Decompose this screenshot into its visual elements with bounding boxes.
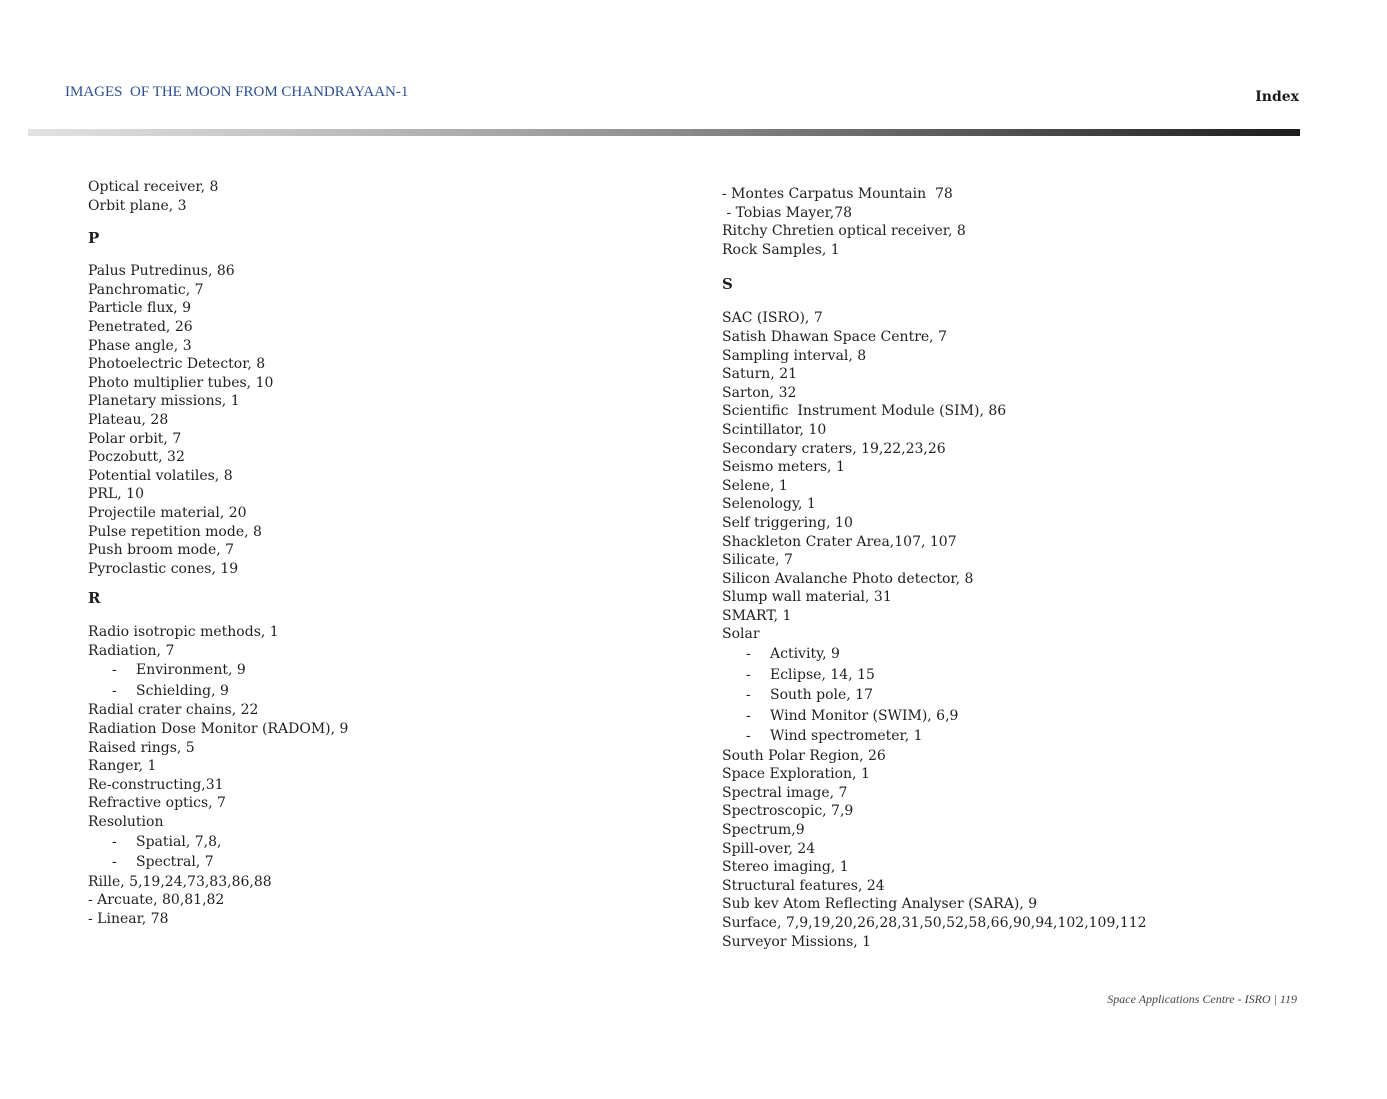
index-entry: Plateau, 28 bbox=[88, 411, 169, 428]
index-entry: Photoelectric Detector, 8 bbox=[88, 356, 266, 373]
subentry-dash: - bbox=[112, 833, 117, 850]
letter-heading-r: R bbox=[88, 589, 101, 608]
subentry-text: South pole, 17 bbox=[770, 687, 873, 704]
subentry-text: Eclipse, 14, 15 bbox=[770, 666, 875, 683]
subentry-dash: - bbox=[746, 646, 751, 663]
subentry-dash: - bbox=[746, 707, 751, 724]
index-entry: Ranger, 1 bbox=[88, 758, 157, 775]
index-entry: Spectrum,9 bbox=[722, 821, 805, 838]
index-entry: Seismo meters, 1 bbox=[722, 459, 845, 476]
index-subentry bbox=[722, 665, 1282, 686]
index-entry: Re-constructing,31 bbox=[88, 776, 224, 793]
index-subentry-list bbox=[722, 644, 1282, 747]
index-subentry bbox=[722, 706, 1282, 727]
index-entry-list bbox=[88, 262, 648, 578]
index-column-right bbox=[722, 185, 1282, 951]
index-entry: Planetary missions, 1 bbox=[88, 393, 240, 410]
index-entry: Resolution bbox=[88, 814, 164, 831]
index-entry: Pyroclastic cones, 19 bbox=[88, 560, 239, 577]
index-entry: Space Exploration, 1 bbox=[722, 766, 870, 783]
index-entry: Potential volatiles, 8 bbox=[88, 467, 233, 484]
letter-heading-p: P bbox=[88, 229, 100, 248]
index-entry: Projectile material, 20 bbox=[88, 504, 247, 521]
subentry-text: Wind Monitor (SWIM), 6,9 bbox=[770, 707, 959, 724]
index-entry: Sub kev Atom Reflecting Analyser (SARA), 9 bbox=[722, 896, 1038, 913]
index-entry: Radial crater chains, 22 bbox=[88, 702, 259, 719]
index-entry: Push broom mode, 7 bbox=[88, 542, 235, 559]
index-entry: Saturn, 21 bbox=[722, 366, 798, 383]
index-entry: Surveyor Missions, 1 bbox=[722, 933, 872, 950]
index-entry: Stereo imaging, 1 bbox=[722, 859, 849, 876]
index-entry-list bbox=[88, 178, 648, 215]
index-entry-list bbox=[88, 701, 648, 831]
index-entry: Phase angle, 3 bbox=[88, 337, 192, 354]
index-entry: Rock Samples, 1 bbox=[722, 241, 840, 258]
section-tag: Index bbox=[1255, 89, 1299, 105]
subentry-dash: - bbox=[112, 854, 117, 871]
subentry-text: Spatial, 7,8, bbox=[136, 833, 222, 850]
index-entry: Refractive optics, 7 bbox=[88, 795, 226, 812]
index-entry: Raised rings, 5 bbox=[88, 739, 195, 756]
index-entry-list bbox=[722, 309, 1282, 644]
index-subentry bbox=[722, 644, 1282, 665]
index-entry: Spectroscopic, 7,9 bbox=[722, 803, 854, 820]
index-entry: Palus Putredinus, 86 bbox=[88, 263, 235, 280]
index-entry: SAC (ISRO), 7 bbox=[722, 310, 823, 327]
index-subentry-list bbox=[88, 832, 648, 873]
index-entry: - Tobias Mayer,78 bbox=[722, 204, 853, 221]
subentry-text: Environment, 9 bbox=[136, 662, 246, 679]
index-entry: Self triggering, 10 bbox=[722, 514, 853, 531]
index-entry: South Polar Region, 26 bbox=[722, 747, 886, 764]
index-entry: Particle flux, 9 bbox=[88, 300, 192, 317]
index-entry: Shackleton Crater Area,107, 107 bbox=[722, 533, 957, 550]
index-entry: Photo multiplier tubes, 10 bbox=[88, 374, 274, 391]
index-subentry-list bbox=[88, 660, 648, 701]
subentry-dash: - bbox=[746, 687, 751, 704]
index-entry: Ritchy Chretien optical receiver, 8 bbox=[722, 223, 966, 240]
index-entry: Pulse repetition mode, 8 bbox=[88, 523, 262, 540]
index-entry: Spectral image, 7 bbox=[722, 784, 848, 801]
index-entry: Scientific Instrument Module (SIM), 86 bbox=[722, 403, 1007, 420]
index-subentry bbox=[722, 685, 1282, 706]
index-entry: Penetrated, 26 bbox=[88, 318, 193, 335]
index-entry: Satish Dhawan Space Centre, 7 bbox=[722, 328, 947, 345]
subentry-dash: - bbox=[112, 682, 117, 699]
index-entry: Radio isotropic methods, 1 bbox=[88, 624, 279, 641]
subentry-text: Spectral, 7 bbox=[136, 854, 214, 871]
index-column-left bbox=[88, 178, 648, 928]
running-title: IMAGES OF THE MOON FROM CHANDRAYAAN-1 bbox=[65, 84, 409, 100]
index-subentry bbox=[88, 660, 648, 681]
index-entry: Radiation, 7 bbox=[88, 642, 175, 659]
index-entry: Rille, 5,19,24,73,83,86,88 bbox=[88, 873, 272, 890]
index-entry: - Arcuate, 80,81,82 bbox=[88, 892, 225, 909]
index-entry: Spill-over, 24 bbox=[722, 840, 816, 857]
subentry-text: Activity, 9 bbox=[770, 646, 840, 663]
index-entry: Solar bbox=[722, 626, 760, 643]
index-entry: - Montes Carpatus Mountain 78 bbox=[722, 186, 953, 202]
index-entry: Orbit plane, 3 bbox=[88, 197, 187, 214]
index-entry-list bbox=[88, 873, 648, 929]
index-subentry bbox=[88, 681, 648, 702]
index-subentry bbox=[722, 726, 1282, 747]
index-entry: SMART, 1 bbox=[722, 607, 792, 624]
index-entry: Slump wall material, 31 bbox=[722, 589, 892, 606]
index-entry: Selenology, 1 bbox=[722, 496, 816, 513]
index-entry: Panchromatic, 7 bbox=[88, 281, 204, 298]
index-entry: Scintillator, 10 bbox=[722, 421, 827, 438]
subentry-text: Schielding, 9 bbox=[136, 682, 229, 699]
header-rule bbox=[28, 129, 1300, 136]
index-entry: Surface, 7,9,19,20,26,28,31,50,52,58,66,90,94,102,109,112 bbox=[722, 914, 1147, 931]
index-entry: Secondary craters, 19,22,23,26 bbox=[722, 440, 946, 457]
index-entry: Radiation Dose Monitor (RADOM), 9 bbox=[88, 721, 349, 738]
subentry-dash: - bbox=[746, 728, 751, 745]
subentry-text: Wind spectrometer, 1 bbox=[770, 728, 923, 745]
index-entry: Poczobutt, 32 bbox=[88, 449, 185, 466]
index-entry: PRL, 10 bbox=[88, 486, 144, 503]
index-entry: Structural features, 24 bbox=[722, 877, 885, 894]
index-entry: Sampling interval, 8 bbox=[722, 347, 867, 364]
subentry-dash: - bbox=[112, 662, 117, 679]
index-entry-list bbox=[722, 185, 1282, 259]
letter-heading-s: S bbox=[722, 275, 733, 294]
index-subentry bbox=[88, 832, 648, 853]
index-entry: Sarton, 32 bbox=[722, 384, 797, 401]
index-entry: Silicate, 7 bbox=[722, 552, 793, 569]
index-subentry bbox=[88, 852, 648, 873]
index-entry-list bbox=[722, 747, 1282, 952]
index-entry: - Linear, 78 bbox=[88, 910, 169, 927]
index-entry: Silicon Avalanche Photo detector, 8 bbox=[722, 570, 974, 587]
subentry-dash: - bbox=[746, 666, 751, 683]
index-entry: Polar orbit, 7 bbox=[88, 430, 182, 447]
index-entry: Selene, 1 bbox=[722, 477, 788, 494]
index-entry-list bbox=[88, 623, 648, 660]
index-entry: Optical receiver, 8 bbox=[88, 179, 219, 195]
page-footer: Space Applications Centre - ISRO | 119 bbox=[1107, 992, 1297, 1006]
